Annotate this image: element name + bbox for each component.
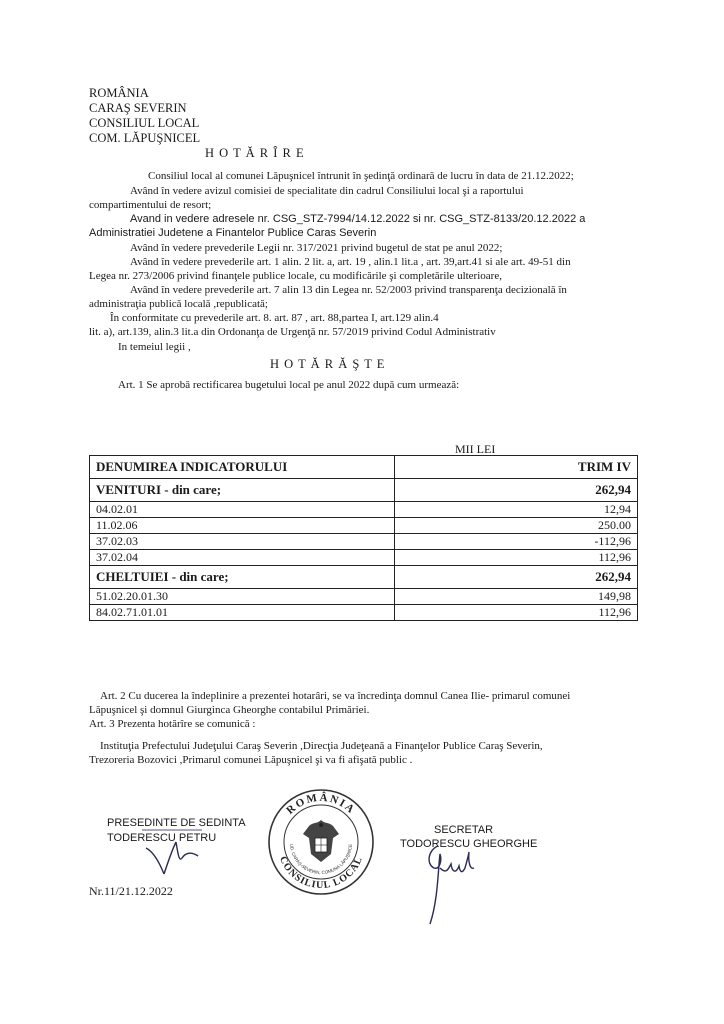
table-row [90, 605, 638, 621]
preamble-paragraph: Având în vedere avizul comisiei de specialitate din cadrul Consiliului local şi a raportului [130, 185, 524, 197]
preamble-paragraph: Legea nr. 273/2006 privind finanţele publice locale, cu modificările şi completările ulterioare, [89, 270, 502, 282]
secretary-name: TODORESCU GHEORGHE [400, 838, 538, 850]
preamble-paragraph: Consiliul local al comunei Lăpuşnicel întrunit în şedinţă ordinară de lucru în data de 21.12.2022; [148, 170, 574, 182]
coat-of-arms-icon [303, 820, 339, 862]
indicator-code: 37.02.04 [90, 550, 395, 566]
header-council: CONSILIUL LOCAL [89, 116, 200, 130]
preamble-paragraph: Având în vedere prevederile Legii nr. 317/2021 privind bugetul de stat pe anul 2022; [130, 242, 503, 254]
preamble-paragraph: In temeiul legii , [118, 341, 191, 353]
header-commune: COM. LĂPUŞNICEL [89, 131, 201, 145]
indicator-value: 112,96 [395, 605, 638, 621]
decision-number: Nr.11/21.12.2022 [89, 884, 173, 898]
indicator-code: 11.02.06 [90, 518, 395, 534]
svg-text:JUD. CARAŞ-SEVERIN, COMUNA LĂP: UD. CARAŞ-SEVERIN, COMUNA LĂPUŞNICE [288, 843, 354, 876]
indicator-value: 12,94 [395, 502, 638, 518]
article-2: Art. 2 Cu ducerea la îndeplinire a prezentei hotarâri, se va încredinţa domnul Canea Ilie- primarul comunei [100, 690, 571, 702]
table-row [90, 589, 638, 605]
indicator-code: 04.02.01 [90, 502, 395, 518]
unit-label: MII LEI [455, 442, 496, 456]
table-row [90, 518, 638, 534]
indicator-value: -112,96 [395, 534, 638, 550]
preamble-paragraph: Administratiei Judetene a Finantelor Publice Caras Severin [89, 227, 377, 239]
indicator-code: 84.02.71.01.01 [90, 605, 395, 621]
communication-list: Instituţia Prefectului Judeţului Caraş Severin ,Direcţia Judeţeană a Finanţelor Publice Caraş Severin, [100, 740, 543, 752]
table-row [90, 502, 638, 518]
svg-text:ROMÂNIA: ROMÂNIA [284, 791, 358, 817]
table-category-row [90, 479, 638, 502]
secretary-signature [418, 840, 498, 930]
indicator-code: CHELTUIEI - din care; [90, 566, 395, 589]
budget-table [89, 455, 638, 621]
president-signature [140, 828, 210, 878]
preamble-paragraph: Având în vedere prevederile art. 1 alin. 2 lit. a, art. 19 , alin.1 lit.a , art. 39,art.41 si ale art. 49-51 din [130, 256, 571, 268]
indicator-value: 262,94 [395, 479, 638, 502]
table-header-row [90, 456, 638, 479]
communication-list: Trezoreria Bozovici ,Primarul comunei Lăpuşnicel şi va fi afişată public . [89, 754, 413, 766]
table-row [90, 550, 638, 566]
preamble-paragraph: În conformitate cu prevederile art. 8. art. 87 , art. 88,partea I, art.129 alin.4 [110, 312, 439, 324]
president-name: TODERESCU PETRU [107, 832, 217, 844]
preamble-paragraph: Avand in vedere adresele nr. CSG_STZ-7994/14.12.2022 si nr. CSG_STZ-8133/20.12.2022 a [130, 213, 586, 225]
document-title: H O T Ă R Î R E [205, 146, 305, 160]
header-county: CARAŞ SEVERIN [89, 101, 187, 115]
article-3: Art. 3 Prezenta hotărîre se comunică : [89, 718, 256, 730]
official-seal [266, 787, 376, 897]
article-1: Art. 1 Se aprobă rectificarea bugetului local pe anul 2022 după cum urmează: [118, 379, 460, 391]
preamble-paragraph: Având în vedere prevederile art. 7 alin 13 din Legea nr. 52/2003 privind transparenţa decizională în [130, 284, 567, 296]
secretary-title: SECRETAR [434, 824, 494, 836]
preamble-paragraph: compartimentului de resort; [89, 199, 212, 211]
indicator-code: 51.02.20.01.30 [90, 589, 395, 605]
preamble-paragraph: lit. a), art.139, alin.3 lit.a din Ordonanţa de Urgenţă nr. 57/2019 privind Codul Administrativ [89, 326, 496, 338]
column-header-quarter: TRIM IV [395, 456, 638, 479]
header-country: ROMÂNIA [89, 86, 149, 100]
article-2: Lăpuşnicel şi domnul Giurginca Gheorghe contabilul Primăriei. [89, 704, 370, 716]
column-header-indicator: DENUMIREA INDICATORULUI [90, 456, 395, 479]
indicator-value: 262,94 [395, 566, 638, 589]
indicator-value: 149,98 [395, 589, 638, 605]
svg-text:CONSILIUL LOCAL: CONSILIUL LOCAL [277, 854, 365, 892]
indicator-value: 112,96 [395, 550, 638, 566]
president-title: PRESEDINTE DE SEDINTA [107, 817, 246, 829]
indicator-value: 250.00 [395, 518, 638, 534]
table-category-row [90, 566, 638, 589]
preamble-paragraph: administraţia publică locală ,republicată; [89, 298, 268, 310]
table-row [90, 534, 638, 550]
indicator-code: VENITURI - din care; [90, 479, 395, 502]
decision-heading: H O T Ă R Ă Ş T E [270, 357, 386, 371]
indicator-code: 37.02.03 [90, 534, 395, 550]
